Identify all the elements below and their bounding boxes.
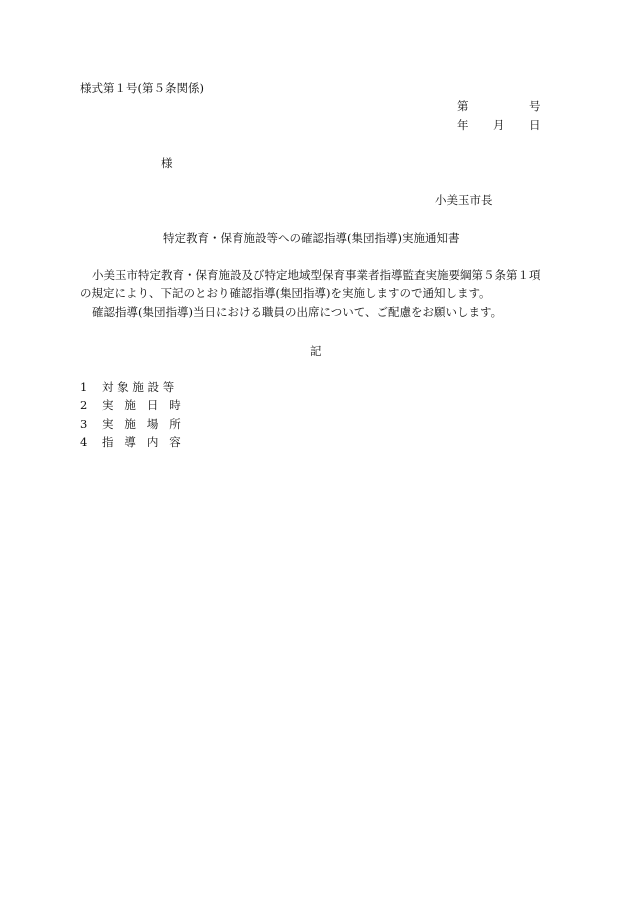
item-label: 指導内容 (102, 435, 192, 449)
body-line-2: の規定により、下記のとおり確認指導(集団指導)を実施しますので通知します。 (80, 286, 491, 300)
addressee-suffix: 様 (161, 156, 173, 170)
sender-name: 小美玉市長 (435, 193, 493, 207)
date-month: 月 (493, 118, 505, 132)
item-number: 1 (80, 380, 88, 394)
body-line-3: 確認指導(集団指導)当日における職員の出席について、ご配慮をお願いします。 (92, 305, 503, 319)
body-line-1: 小美玉市特定教育・保育施設及び特定地域型保育事業者指導監査実施要綱第５条第１項 (92, 268, 541, 282)
item-label: 対象施設等 (102, 380, 178, 394)
date-year: 年 (457, 118, 469, 132)
form-label: 様式第１号(第５条関係) (80, 81, 204, 95)
item-number: 4 (80, 435, 88, 449)
item-label: 実施場所 (102, 417, 192, 431)
item-label: 実施日時 (102, 398, 192, 412)
item-number: 3 (80, 417, 88, 431)
number-suffix: 号 (529, 99, 541, 113)
document-title: 特定教育・保育施設等への確認指導(集団指導)実施通知書 (163, 231, 460, 245)
ki-heading: 記 (310, 344, 322, 358)
date-day: 日 (529, 118, 541, 132)
item-number: 2 (80, 398, 88, 412)
number-prefix: 第 (457, 99, 469, 113)
